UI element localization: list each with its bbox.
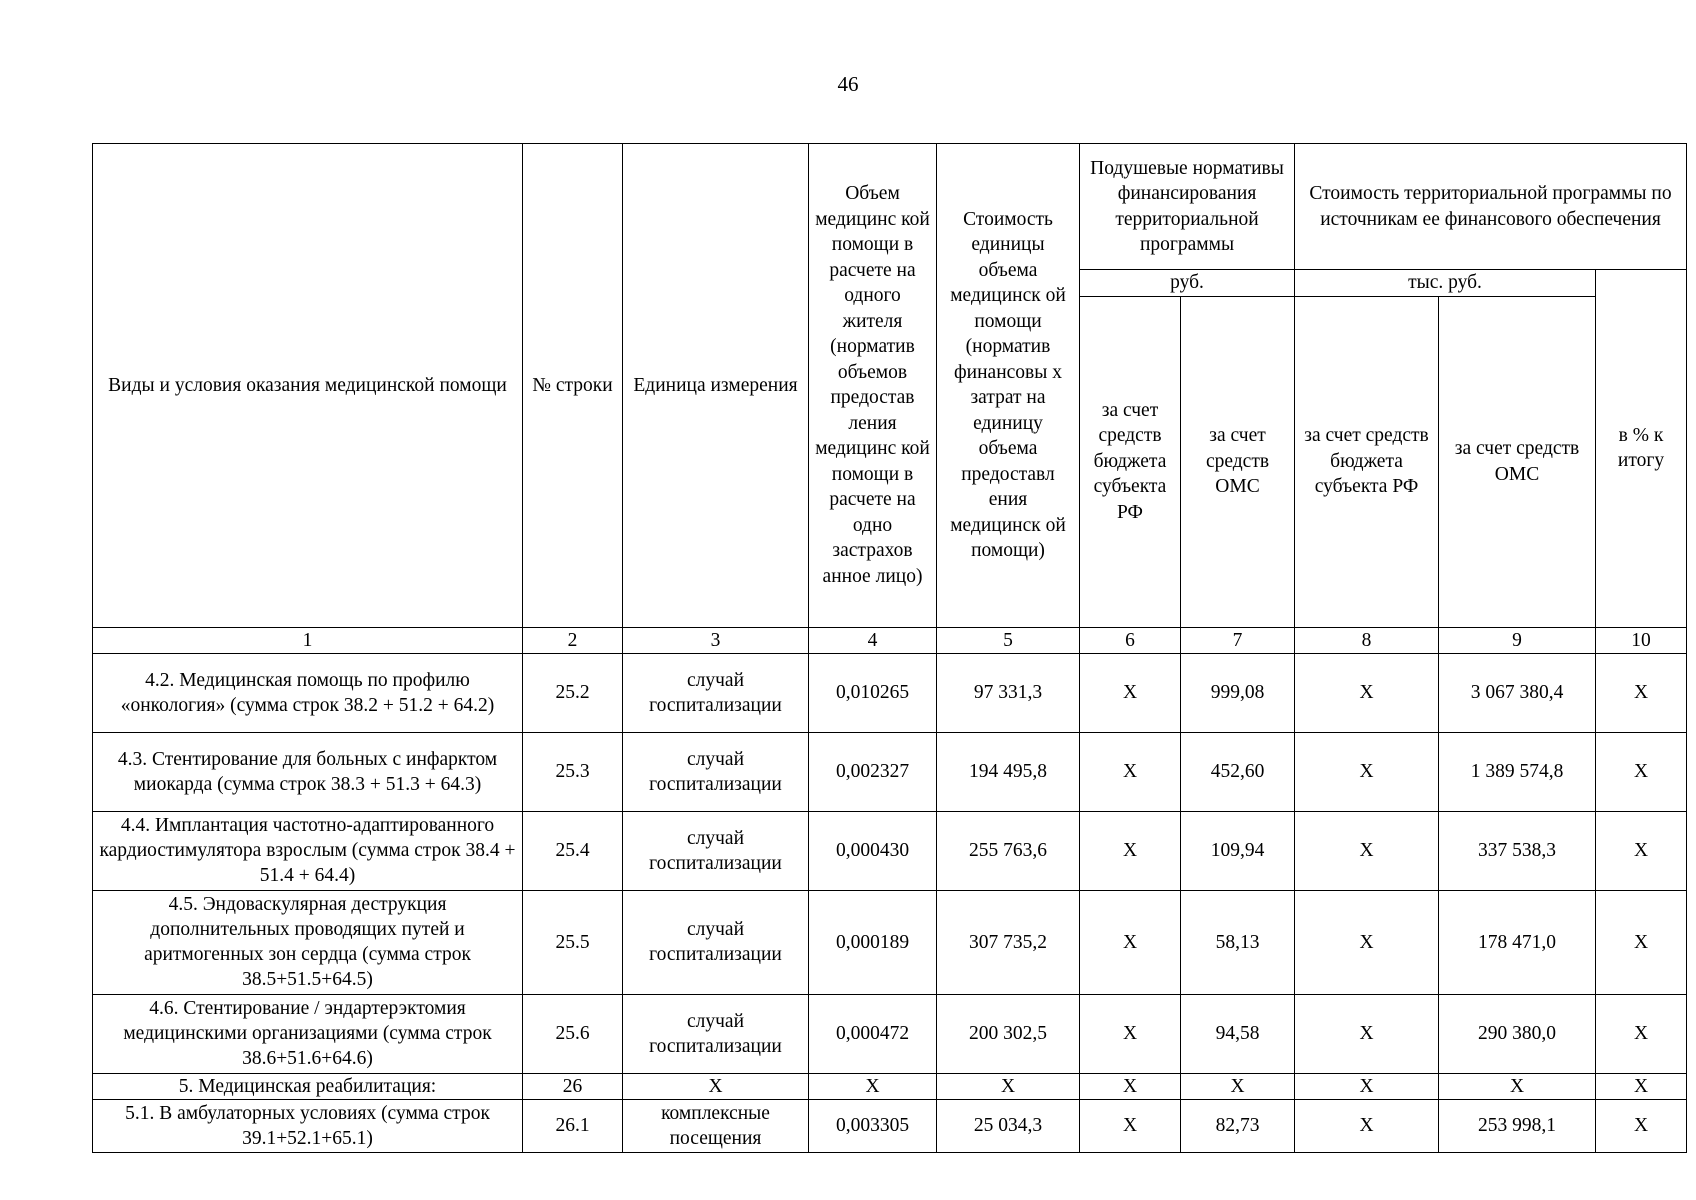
row-col8: Х (1295, 811, 1439, 890)
column-number: 9 (1439, 627, 1596, 653)
row-cost: 97 331,3 (937, 653, 1080, 732)
row-col9: 3 067 380,4 (1439, 653, 1596, 732)
header-oms-thous: за счет средств ОМС (1439, 296, 1596, 627)
row-unit: случай госпитализации (623, 653, 809, 732)
row-cost: Х (937, 1073, 1080, 1099)
row-cost: 307 735,2 (937, 890, 1080, 994)
header-program-cost: Стоимость территориальной программы по источникам ее финансового обеспечения (1295, 144, 1687, 270)
row-col8: Х (1295, 732, 1439, 811)
row-col10: Х (1596, 890, 1687, 994)
row-unit: Х (623, 1073, 809, 1099)
header-thous-rub: тыс. руб. (1295, 270, 1596, 297)
header-kind: Виды и условия оказания медицинской помощи (93, 144, 523, 628)
row-col9: 178 471,0 (1439, 890, 1596, 994)
row-col10: Х (1596, 1099, 1687, 1152)
header-row-number: № строки (523, 144, 623, 628)
row-col6: Х (1080, 994, 1181, 1073)
row-col7: Х (1181, 1073, 1295, 1099)
header-percent: в % к итогу (1596, 270, 1687, 628)
row-volume: 0,000430 (809, 811, 937, 890)
column-number: 4 (809, 627, 937, 653)
row-col7: 109,94 (1181, 811, 1295, 890)
row-number: 26 (523, 1073, 623, 1099)
header-oms-rub: за счет средств ОМС (1181, 296, 1295, 627)
row-cost: 25 034,3 (937, 1099, 1080, 1152)
row-col9: 253 998,1 (1439, 1099, 1596, 1152)
header-volume: Объем медицинс кой помощи в расчете на одного жителя (норматив объемов предостав ления медицинс кой помощи в расчете на одно застрахов анное лицо) (809, 144, 937, 628)
row-col10: Х (1596, 732, 1687, 811)
column-number: 7 (1181, 627, 1295, 653)
row-volume: 0,003305 (809, 1099, 937, 1152)
row-col6: Х (1080, 732, 1181, 811)
column-number-row (93, 627, 1687, 653)
row-col10: Х (1596, 653, 1687, 732)
row-col6: Х (1080, 811, 1181, 890)
row-volume: 0,000472 (809, 994, 937, 1073)
row-cost: 200 302,5 (937, 994, 1080, 1073)
row-col9: 1 389 574,8 (1439, 732, 1596, 811)
financing-table (92, 143, 1687, 1153)
row-name: 5.1. В амбулаторных условиях (сумма строк 39.1+52.1+65.1) (93, 1099, 523, 1152)
row-cost: 255 763,6 (937, 811, 1080, 890)
row-number: 25.6 (523, 994, 623, 1073)
row-number: 26.1 (523, 1099, 623, 1152)
row-col6: Х (1080, 653, 1181, 732)
column-number: 1 (93, 627, 523, 653)
row-volume: 0,000189 (809, 890, 937, 994)
header-budget-rub: за счет средств бюджета субъекта РФ (1080, 296, 1181, 627)
header-rub: руб. (1080, 270, 1295, 297)
row-col7: 94,58 (1181, 994, 1295, 1073)
row-col9: 337 538,3 (1439, 811, 1596, 890)
header-unit: Единица измерения (623, 144, 809, 628)
row-col7: 452,60 (1181, 732, 1295, 811)
column-number: 5 (937, 627, 1080, 653)
row-unit: случай госпитализации (623, 994, 809, 1073)
row-col10: Х (1596, 994, 1687, 1073)
row-unit: комплексные посещения (623, 1099, 809, 1152)
row-volume: Х (809, 1073, 937, 1099)
row-name: 4.3. Стентирование для больных с инфарктом миокарда (сумма строк 38.3 + 51.3 + 64.3) (93, 732, 523, 811)
page-number: 46 (837, 72, 859, 96)
table-row (93, 1073, 1687, 1099)
row-col9: Х (1439, 1073, 1596, 1099)
table-row (93, 890, 1687, 994)
row-number: 25.3 (523, 732, 623, 811)
row-volume: 0,010265 (809, 653, 937, 732)
table-row (93, 994, 1687, 1073)
row-name: 5. Медицинская реабилитация: (93, 1073, 523, 1099)
row-col6: Х (1080, 1073, 1181, 1099)
column-number: 2 (523, 627, 623, 653)
column-number: 8 (1295, 627, 1439, 653)
row-col6: Х (1080, 1099, 1181, 1152)
row-name: 4.5. Эндоваскулярная деструкция дополнительных проводящих путей и аритмогенных зон сердца (сумма строк 38.5+51.5+64.5) (93, 890, 523, 994)
row-name: 4.2. Медицинская помощь по профилю «онкология» (сумма строк 38.2 + 51.2 + 64.2) (93, 653, 523, 732)
row-number: 25.5 (523, 890, 623, 994)
row-col8: Х (1295, 994, 1439, 1073)
column-number: 10 (1596, 627, 1687, 653)
row-unit: случай госпитализации (623, 811, 809, 890)
table-row (93, 811, 1687, 890)
row-col8: Х (1295, 1099, 1439, 1152)
table-row (93, 732, 1687, 811)
row-unit: случай госпитализации (623, 732, 809, 811)
row-col8: Х (1295, 653, 1439, 732)
row-name: 4.4. Имплантация частотно-адаптированного кардиостимулятора взрослым (сумма строк 38.4 + 51.4 + 64.4) (93, 811, 523, 890)
row-col9: 290 380,0 (1439, 994, 1596, 1073)
header-cost-per-unit: Стоимость единицы объема медицинск ой помощи (норматив финансовы х затрат на единицу объема предоставл ения медицинск ой помощи) (937, 144, 1080, 628)
row-number: 25.2 (523, 653, 623, 732)
row-unit: случай госпитализации (623, 890, 809, 994)
row-col7: 999,08 (1181, 653, 1295, 732)
column-number: 6 (1080, 627, 1181, 653)
row-col10: Х (1596, 811, 1687, 890)
row-col8: Х (1295, 1073, 1439, 1099)
row-cost: 194 495,8 (937, 732, 1080, 811)
row-volume: 0,002327 (809, 732, 937, 811)
row-col7: 82,73 (1181, 1099, 1295, 1152)
row-name: 4.6. Стентирование / эндартерэктомия медицинскими организациями (сумма строк 38.6+51.6+64.6) (93, 994, 523, 1073)
row-col10: Х (1596, 1073, 1687, 1099)
header-budget-thous: за счет средств бюджета субъекта РФ (1295, 296, 1439, 627)
table-row (93, 653, 1687, 732)
row-col7: 58,13 (1181, 890, 1295, 994)
column-number: 3 (623, 627, 809, 653)
row-col8: Х (1295, 890, 1439, 994)
header-per-capita: Подушевые нормативы финансирования территориальной программы (1080, 144, 1295, 270)
row-number: 25.4 (523, 811, 623, 890)
row-col6: Х (1080, 890, 1181, 994)
table-row (93, 1099, 1687, 1152)
